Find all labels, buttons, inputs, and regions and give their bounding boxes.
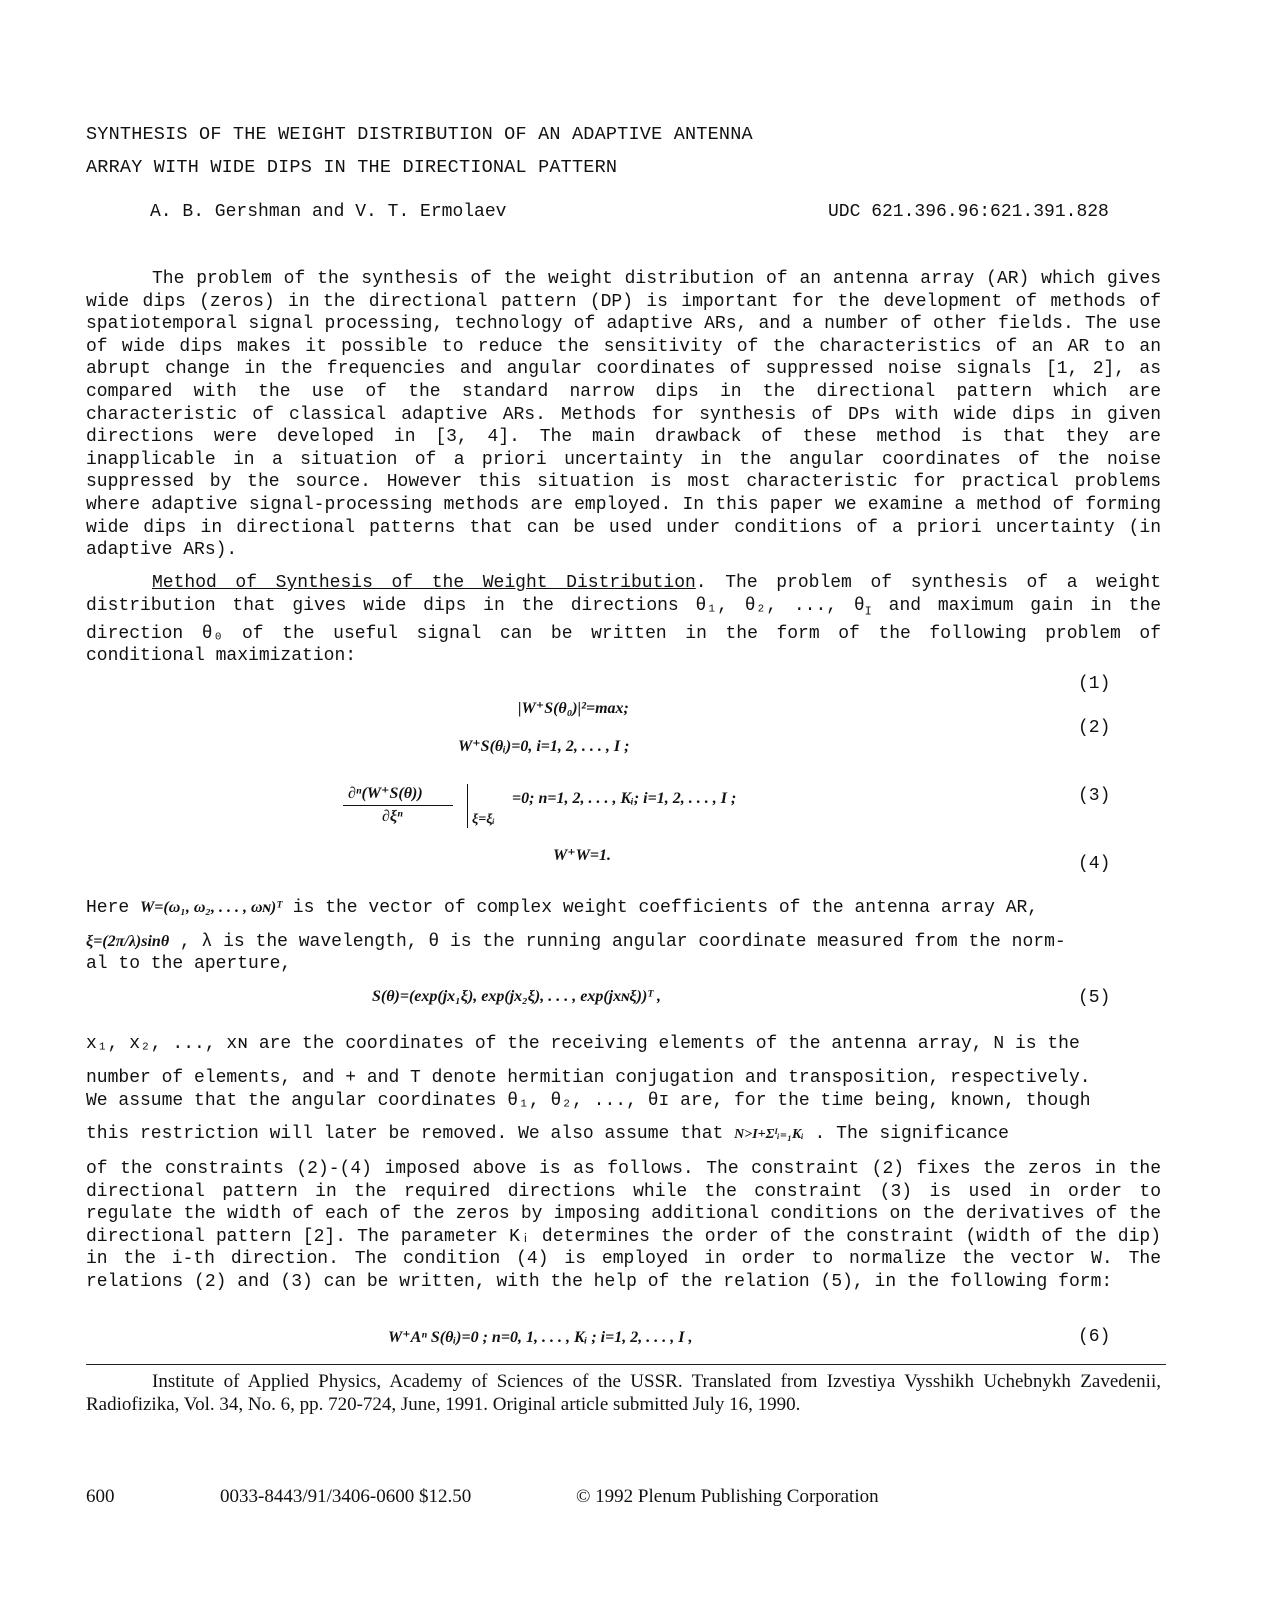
footnote-text: Institute of Applied Physics, Academy of Sciences of the USSR. Translated from Izvestiya Vysshikh Uchebnykh Zavedenii, Radiofizika, Vol. 34, No. 6, pp. 720-724, June, 1991. Original article submitted July 16, 1990.: [86, 1371, 1161, 1415]
section-paragraph: [86, 572, 1161, 668]
after5-line-4-a: this restriction will later be removed. We also assume that: [86, 1124, 735, 1144]
equation-2-number: (2): [1078, 718, 1111, 738]
equation-2: W⁺S(θᵢ)=0, i=1, 2, . . . , I ;: [458, 738, 630, 755]
after5-line-4: [86, 1124, 1009, 1144]
here-line-2: [86, 932, 1066, 952]
authors: A. B. Gershman and V. T. Ermolaev: [150, 202, 507, 222]
footnote: [86, 1371, 1161, 1416]
equation-4-number: (4): [1078, 854, 1111, 874]
after5-line-4-b: . The significance: [803, 1124, 1009, 1144]
evaluation-bar: [467, 784, 468, 828]
intro-text: The problem of the synthesis of the weight distribution of an antenna array (AR) which gives wide dips (zeros) in the directional pattern (DP) is important for the development of methods of spatiotemporal signal processing, technology of adaptive ARs, and a number of other fields. The use of wide dips makes it possible to reduce the sensitivity of the characteristics of an AR to an abrupt change in the frequencies and angular coordinates of suppressed noise signals [1, 2], as compared with the use of the standard narrow dips in the directional pattern which are characteristic of classical adaptive ARs. Methods for synthesis of DPs with wide dips in given directions were developed in [3, 4]. The main drawback of these method is that they are inapplicable in a situation of a priori uncertainty in the angular coordinates of the noise suppressed by the source. However this situation is most characteristic for practical problems where adaptive signal-processing methods are employed. In this paper we examine a method of forming wide dips in directional patterns that can be used under conditions of a priori uncertainty (in adaptive ARs).: [86, 269, 1161, 561]
after5-line-1: x₁, x₂, ..., xɴ are the coordinates of the receiving elements of the antenna array, N is the: [86, 1034, 1080, 1054]
after5-line-2: number of elements, and + and T denote hermitian conjugation and transposition, respectively.: [86, 1068, 1091, 1088]
here-line-1: [86, 898, 1038, 918]
equation-3-denominator: ∂ξⁿ: [382, 808, 403, 825]
title-line-1: SYNTHESIS OF THE WEIGHT DISTRIBUTION OF AN ADAPTIVE ANTENNA: [86, 124, 753, 145]
here-line-2-rest: , λ is the wavelength, θ is the running angular coordinate measured from the norm-: [169, 932, 1066, 952]
fraction-bar: [343, 805, 453, 806]
here-word: Here: [86, 898, 141, 918]
equation-4: W⁺W=1.: [553, 847, 612, 864]
intro-paragraph: [86, 268, 1161, 562]
title-line-2: ARRAY WITH WIDE DIPS IN THE DIRECTIONAL PATTERN: [86, 157, 618, 178]
after5-line-3: We assume that the angular coordinates θ₁, θ₂, ..., θɪ are, for the time being, known, though: [86, 1091, 1091, 1111]
equation-3-rest: =0; n=1, 2, . . . , Kᵢ; i=1, 2, . . . , I ;: [512, 790, 737, 807]
constraints-paragraph: of the constraints (2)-(4) imposed above is as follows. The constraint (2) fixes the zeros in the directional pattern in the required directions while the constraint (3) is used in order to regulate the width of each of the zeros by imposing additional conditions on the derivatives of the directional pattern [2]. The parameter Kᵢ determines the order of the constraint (width of the dip) in the i-th direction. The condition (4) is employed in order to normalize the vector W. The relations (2) and (3) can be written, with the help of the relation (5), in the following form:: [86, 1159, 1161, 1292]
xi-definition: ξ=(2π/λ)sinθ: [86, 933, 170, 950]
udc-code: UDC 621.396.96:621.391.828: [828, 202, 1109, 222]
here-line-3: al to the aperture,: [86, 954, 292, 974]
equation-3-number: (3): [1078, 786, 1111, 806]
equation-5-number: (5): [1078, 988, 1111, 1008]
equation-1-number: (1): [1078, 674, 1111, 694]
here-line-1-rest: is the vector of complex weight coefficients of the antenna array AR,: [281, 898, 1039, 918]
equation-1: |W⁺S(θ₀)|²=max;: [518, 700, 629, 717]
section-sub-i: I: [864, 604, 872, 619]
publication-code: 0033-8443/91/3406-0600 $12.50: [220, 1486, 472, 1507]
equation-5: S(θ)=(exp(jx₁ξ), exp(jx₂ξ), . . . , exp(jxɴξ))ᵀ ,: [372, 988, 662, 1005]
footnote-rule: [86, 1364, 1166, 1365]
weight-vector-def: W=(ω₁, ω₂, . . . , ωɴ)ᵀ: [140, 899, 282, 916]
equation-3-numerator: ∂ⁿ(W⁺S(θ)): [348, 785, 423, 802]
equation-3-eval: ξ=ξᵢ: [472, 812, 495, 827]
equation-6-number: (6): [1078, 1327, 1111, 1347]
copyright: © 1992 Plenum Publishing Corporation: [576, 1486, 879, 1507]
section-text-a: . The problem of synthesis of a weight distribution that gives wide dips in the directions θ₁, θ₂, ..., θ: [86, 573, 1161, 616]
equation-6: W⁺Aⁿ S(θᵢ)=0 ; n=0, 1, . . . , Kᵢ ; i=1, 2, . . . , I ,: [388, 1329, 693, 1346]
element-count-condition: N>I+Σᴵᵢ₌₁Kᵢ: [734, 1127, 804, 1142]
page-number: 600: [86, 1486, 115, 1507]
section-heading: Method of Synthesis of the Weight Distribution: [152, 573, 696, 593]
section-text-b: and maximum gain in the direction θ₀ of the useful signal can be written in the form of the following problem of conditional maximization:: [86, 595, 1161, 667]
